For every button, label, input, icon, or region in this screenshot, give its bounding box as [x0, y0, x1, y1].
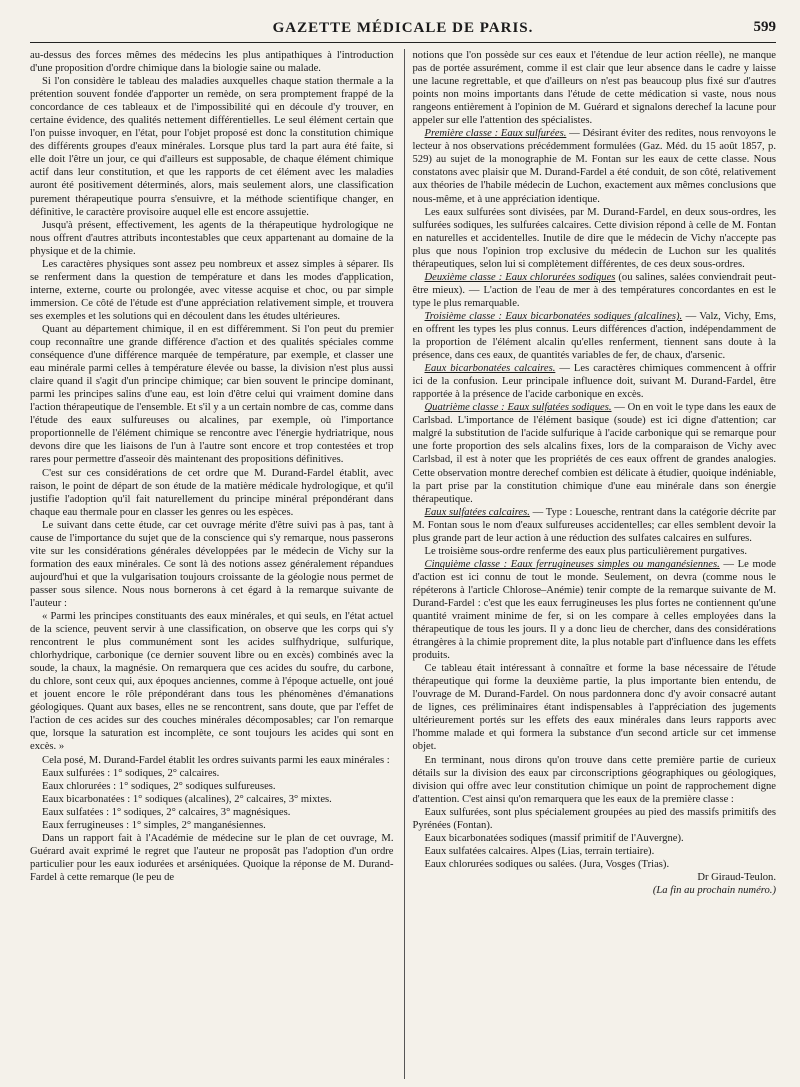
- right-paragraph: [413, 362, 777, 401]
- left-paragraph: [30, 793, 394, 806]
- left-paragraph: [30, 610, 394, 754]
- paragraph-text: au-dessus des forces mêmes des médecins les plus antipathiques à l'introduction d'une proposition d'ordre chimique dans la biologie saine ou malade.: [30, 50, 394, 75]
- paragraph-text: Le troisième sous-ordre renferme des eaux plus particulièrement purgatives.: [424, 545, 748, 557]
- left-paragraph: [30, 819, 394, 832]
- left-paragraph: [30, 467, 394, 519]
- left-paragraph: [30, 75, 394, 219]
- right-paragraph: [413, 545, 777, 558]
- right-paragraph: [413, 506, 777, 545]
- paragraph-text: Cela posé, M. Durand-Fardel établit les ordres suivants parmi les eaux minérales :: [42, 754, 390, 766]
- left-paragraph: [30, 258, 394, 323]
- right-paragraph: [413, 206, 777, 271]
- right-paragraph: [413, 845, 777, 858]
- paragraph-text: C'est sur ces considérations de cet ordre que M. Durand-Fardel établit, avec raison, le point de départ de son étude de la matière médicale hydrologique, et qu'il justifie l'adoption qu'il fait naturellement du principe minéral prépondérant dans chaque eau thermale pour en classer les genres ou les espèces.: [30, 467, 394, 518]
- signature: Dr Giraud-Teulon.: [697, 871, 776, 883]
- paragraph-text: Les caractères physiques sont assez peu nombreux et assez simples à séparer. Ils se renferment dans la question de température et dans les modes d'application, interne, externe, courte ou prolongée, avec vitesse acquise et choc, ou par simple immersion. Ce côté de l'étude est d'une appréciation relativement simple, et trouvera ses exemples et les solutions qui en découlent dans les études ultérieures.: [30, 258, 394, 322]
- paragraph-text: — Le mode d'action est ici connu de tout le monde. Seulement, on devra (comme nous le répéterons à l'article Chlorose–Anémie) tenir compte de la remarque suivante de M. Durand-Fardel : c'est que les eaux ferrugineuses les plus fortes ne contiennent qu'une quantité vraiment minime de fer, si on les compare à celles employées dans la thérapeutique de tous les jours. Il y a donc lieu de chercher, dans des considérations étrangères à la chimie proprement dite, la plus notable part d'influence dans les effets produits.: [412, 558, 776, 662]
- right-paragraph: [413, 310, 777, 362]
- paragraph-text: Si l'on considère le tableau des maladies auxquelles chaque station thermale a la prétention souvent fondée d'apporter un remède, on sera promptement frappé de la concordance de ces tableaux et de l'impossibilité qui en découle d'y trouver, en certaine évidence, des qualités nettement différentielles. Le seul élément certain que l'on puisse invoquer, en l'état, pour l'objet proposé est donc la constitution chimique des différents groupes d'eaux minérales. Lorsque plus tard la part aura été faite, si elle doit l'être un jour, ce qui d'ailleurs est supposable, de chaque élément chimique actif dans leur constitution, et que les rapports de cet élément avec les maladies auront été positivement déterminés, alors, mais seulement alors, une classification purement thérapeutique pourra s'ensuivre, et la méthode scientifique changer, en définitive, le caractère provisoire auquel elle est encore assujettie.: [30, 76, 394, 218]
- class-heading: Quatrième classe : Eaux sulfatées sodiques.: [424, 402, 612, 414]
- paragraph-text: — Les caractères chimiques commencent à offrir ici de la confusion. Leur principale influence doit, suivant M. Durand-Fardel, être rapportée à la présence de l'acide carbonique en excès.: [412, 363, 776, 401]
- left-paragraph: [30, 219, 394, 258]
- paragraph-text: — On en voit le type dans les eaux de Carlsbad. L'importance de l'élément basique (soude) est ici digne d'attention; car malgré la substitution de l'acide sulfurique à l'acide carbonique qui se remarque pour une forte proportion des sels alcalins fixes, lors de la comparaison de Vichy avec Carlsbad, il est à noter que les propriétés de ces eaux offrent de grandes analogies. Cette observation montre derechef combien est délicate à étudier, quoique indéniable, la part prise par la constitution chimique d'une eau minérale dans son énergie thérapeutique.: [412, 402, 776, 505]
- paragraph-text: Eaux sulfatées calcaires. Alpes (Lias, terrain tertiaire).: [424, 845, 655, 857]
- paragraph-text: Eaux sulfurées, sont plus spécialement groupées au pied des massifs primitifs des Pyrénées (Fontan).: [412, 806, 776, 831]
- paragraph-text: Eaux chlorurées : 1° sodiques, 2° sodiques sulfureuses.: [42, 780, 276, 792]
- left-paragraph: [30, 754, 394, 767]
- continuation-note: (La fin au prochain numéro.): [652, 885, 776, 896]
- text-columns: [30, 49, 776, 1079]
- right-paragraph: [413, 806, 777, 832]
- right-paragraph: [413, 832, 777, 845]
- paragraph-text: Eaux chlorurées sodiques ou salées. (Jura, Vosges (Trias).: [424, 858, 670, 870]
- right-paragraph: [413, 858, 777, 871]
- paragraph-text: Dans un rapport fait à l'Académie de médecine sur le plan de cet ouvrage, M. Guérard avait exprimé le regret que l'auteur ne proposât pas l'adoption d'un ordre particulier pour les eaux iodurées et arséniquées. Quoique la réponse de M. Durand-Fardel à cette remarque (le peu de: [30, 832, 394, 883]
- right-paragraph: [413, 401, 777, 505]
- class-heading: Eaux sulfatées calcaires.: [424, 506, 530, 518]
- paragraph-text: notions que l'on possède sur ces eaux et l'étendue de leur action réelle), ne manque pas de portée assurément, comme il est clair que leur absence dans le cadre y laisse une lacune regrettable, et que d'ailleurs on n'est pas beaucoup plus fixé sur d'autres points non moins importants dans l'étude de cette médication si vaste, nous nous rangeons entièrement à l'opinion de M. Guérard et signalons derechef la lacune pour appeler sur elle l'attention des spécialistes.: [412, 50, 776, 127]
- class-heading: Cinquième classe : Eaux ferrugineuses simples ou manganésiennes.: [424, 558, 720, 570]
- right-column-body: [413, 49, 777, 871]
- left-paragraph: [30, 780, 394, 793]
- paragraph-text: Eaux sulfurées : 1° sodiques, 2° calcaires.: [42, 767, 220, 779]
- right-column: [404, 49, 777, 1079]
- right-paragraph: [413, 127, 777, 205]
- left-paragraph: [30, 323, 394, 467]
- paragraph-text: Eaux bicarbonatées sodiques (massif primitif de l'Auvergne).: [424, 832, 684, 844]
- right-paragraph: [413, 754, 777, 806]
- left-paragraph: [30, 49, 394, 75]
- paragraph-text: Eaux ferrugineuses : 1° simples, 2° manganésiennes.: [42, 819, 266, 831]
- paragraph-text: (ou salines, salées conviendrait peut-être mieux). — L'action de l'eau de mer à des températures concordantes en est le type le plus remarquable.: [412, 271, 776, 309]
- class-heading: Deuxième classe : Eaux chlorurées sodiques: [424, 271, 616, 283]
- left-column: [30, 49, 394, 1079]
- paragraph-text: Quant au département chimique, il en est différemment. Si l'on peut du premier coup reconnaître une grande différence d'action et des qualités spéciales comme conséquence d'une différence marquée de température, par exemple, et classer une eau minérale parmi celles à température élevée ou basse, la division n'est plus aussi claire quand il s'agit d'un principe chimique; car bien souvent le principe dominant, parmi les principes salins d'une eau, est loin d'être celui qui vraiment domine dans l'action thérapeutique de l'ensemble. Et s'il y a un certain nombre de cas, comme dans l'étude des eaux sulfureuses ou alcalines, par exemple, où l'importance proportionnelle de l'élément chimique se rencontre avec l'énergie hydriatrique, nous devons dire que les liaisons de l'un à l'autre sont encore et trop contestées et trop rares pour permettre d'asseoir dès maintenant des propositions définitives.: [30, 323, 394, 466]
- class-heading: Eaux bicarbonatées calcaires.: [424, 363, 556, 375]
- journal-title: GAZETTE MÉDICALE DE PARIS.: [272, 20, 534, 36]
- page-number: 599: [753, 19, 776, 35]
- right-paragraph: [413, 558, 777, 662]
- page-header: [30, 16, 776, 43]
- paragraph-text: Le suivant dans cette étude, car cet ouvrage mérite d'être suivi pas à pas, tant à cause de l'importance du sujet que de la conscience qui s'y remarque, nous passerons vite sur les considérations générales développées par le médecin de Vichy sur la formation des eaux minérales. Ce sont là des notions assez généralement répandues aujourd'hui et que la vulgarisation toujours croissante de la géologie nous permet de passer sous silence. Nous nous bornerons à cet égard à la remarque suivante de l'auteur :: [30, 519, 394, 609]
- right-paragraph: [413, 49, 777, 127]
- paragraph-text: — Désirant éviter des redites, nous renvoyons le lecteur à nos observations précédemment formulées (Gaz. Méd. du 15 août 1857, p. 529) au sujet de la monographie de M. Fontan sur les eaux de cette classe. Nous constatons avec plaisir que M. Durand-Fardel a été conduit, de son côté, relativement aux théories de l'habile médecin de Luchon, exactement aux mêmes conclusions que nous-même, et à une appréciation identique.: [412, 128, 776, 205]
- paragraph-text: « Parmi les principes constituants des eaux minérales, et qui seuls, en l'état actuel de la science, peuvent servir à une classification, on observe que les corps qui s'y rencontrent le plus communément sont les acides sulfhydrique, sulfurique, chlorhydrique, carbonique (ce dernier souvent libre ou en excès) combinés avec la soude, la chaux, la magnésie. On remarquera que ces acides du soufre, du carbone, du chlore, sont ceux qui, aux époques anciennes, comme à l'époque actuelle, ont joué et jouent encore le rôle prépondérant dans tous les phénomènes d'émanations géologiques. Quant aux bases, elles ne se rencontrent, sans doute, que par l'effet de l'action de ces acides sur des couches minérales décomposables; car l'on remarque que, lorsque la saturation est incomplète, ce sont toujours les acides qui sont en excès. »: [30, 611, 394, 753]
- right-paragraph: [413, 271, 777, 310]
- class-heading: Première classe : Eaux sulfurées.: [424, 128, 567, 140]
- left-paragraph: [30, 806, 394, 819]
- left-paragraph: [30, 832, 394, 884]
- paragraph-text: Ce tableau était intéressant à connaître et forme la base nécessaire de l'étude thérapeutique qui forme la deuxième partie, la plus importante bien entendu, de l'ouvrage de M. Durand-Fardel. On nous pardonnera donc d'y avoir consacré autant de lignes, ces préliminaires étant indispensables à l'appréciation des jugements ultérieurement portés sur les effets des eaux minérales dans leurs rapports avec l'homme malade et qui formera la substance d'un second article sur cet immense objet.: [412, 663, 776, 753]
- paragraph-text: Eaux sulfatées : 1° sodiques, 2° calcaires, 3° magnésiques.: [42, 806, 291, 818]
- paragraph-text: Eaux bicarbonatées : 1° sodiques (alcalines), 2° calcaires, 3° mixtes.: [42, 793, 332, 805]
- paragraph-text: — Valz, Vichy, Ems, en offrent les types les plus connus. Leurs différences d'action, indépendamment de la proportion de l'élément alcalin qu'elles renferment, tiennent sans doute à la présence, dans ces eaux, de quantités variables de fer, de chaux, d'arsenic.: [412, 310, 776, 362]
- paragraph-text: Jusqu'à présent, effectivement, les agents de la thérapeutique hydrologique ne nous offrent d'autres attributs incontestables que ceux appartenant au domaine de la physique et de la chimie.: [30, 219, 394, 257]
- paragraph-text: En terminant, nous dirons qu'on trouve dans cette première partie de curieux détails sur la division des eaux par circonscriptions géographiques ou géologiques, division qui offre avec leur constitution chimique un point de rapprochement digne d'attention. C'est ainsi qu'on remarquera que les eaux de la première classe :: [412, 754, 776, 805]
- left-paragraph: [30, 767, 394, 780]
- left-paragraph: [30, 519, 394, 610]
- class-heading: Troisième classe : Eaux bicarbonatées sodiques (alcalines).: [424, 310, 683, 322]
- paragraph-text: — Type : Louesche, rentrant dans la catégorie décrite par M. Fontan sous le nom d'eaux sulfureuses accidentelles; car elles semblent devoir la plus grande part de leur action à une réduction des sulfates calcaires en sulfures.: [412, 506, 776, 544]
- right-paragraph: [413, 662, 777, 753]
- paragraph-text: Les eaux sulfurées sont divisées, par M. Durand-Fardel, en deux sous-ordres, les sulfurées sodiques, les sulfurées calcaires. Cette division répond à celle de M. Fontan en naturelles et accidentelles. Inutile de dire que le médecin de Vichy n'accepte pas plus que nous l'opinion trop exclusive du médecin de Luchon sur les qualités thérapeutiques, selon lui si complètement différentes, de ces deux sous-ordres.: [412, 206, 776, 270]
